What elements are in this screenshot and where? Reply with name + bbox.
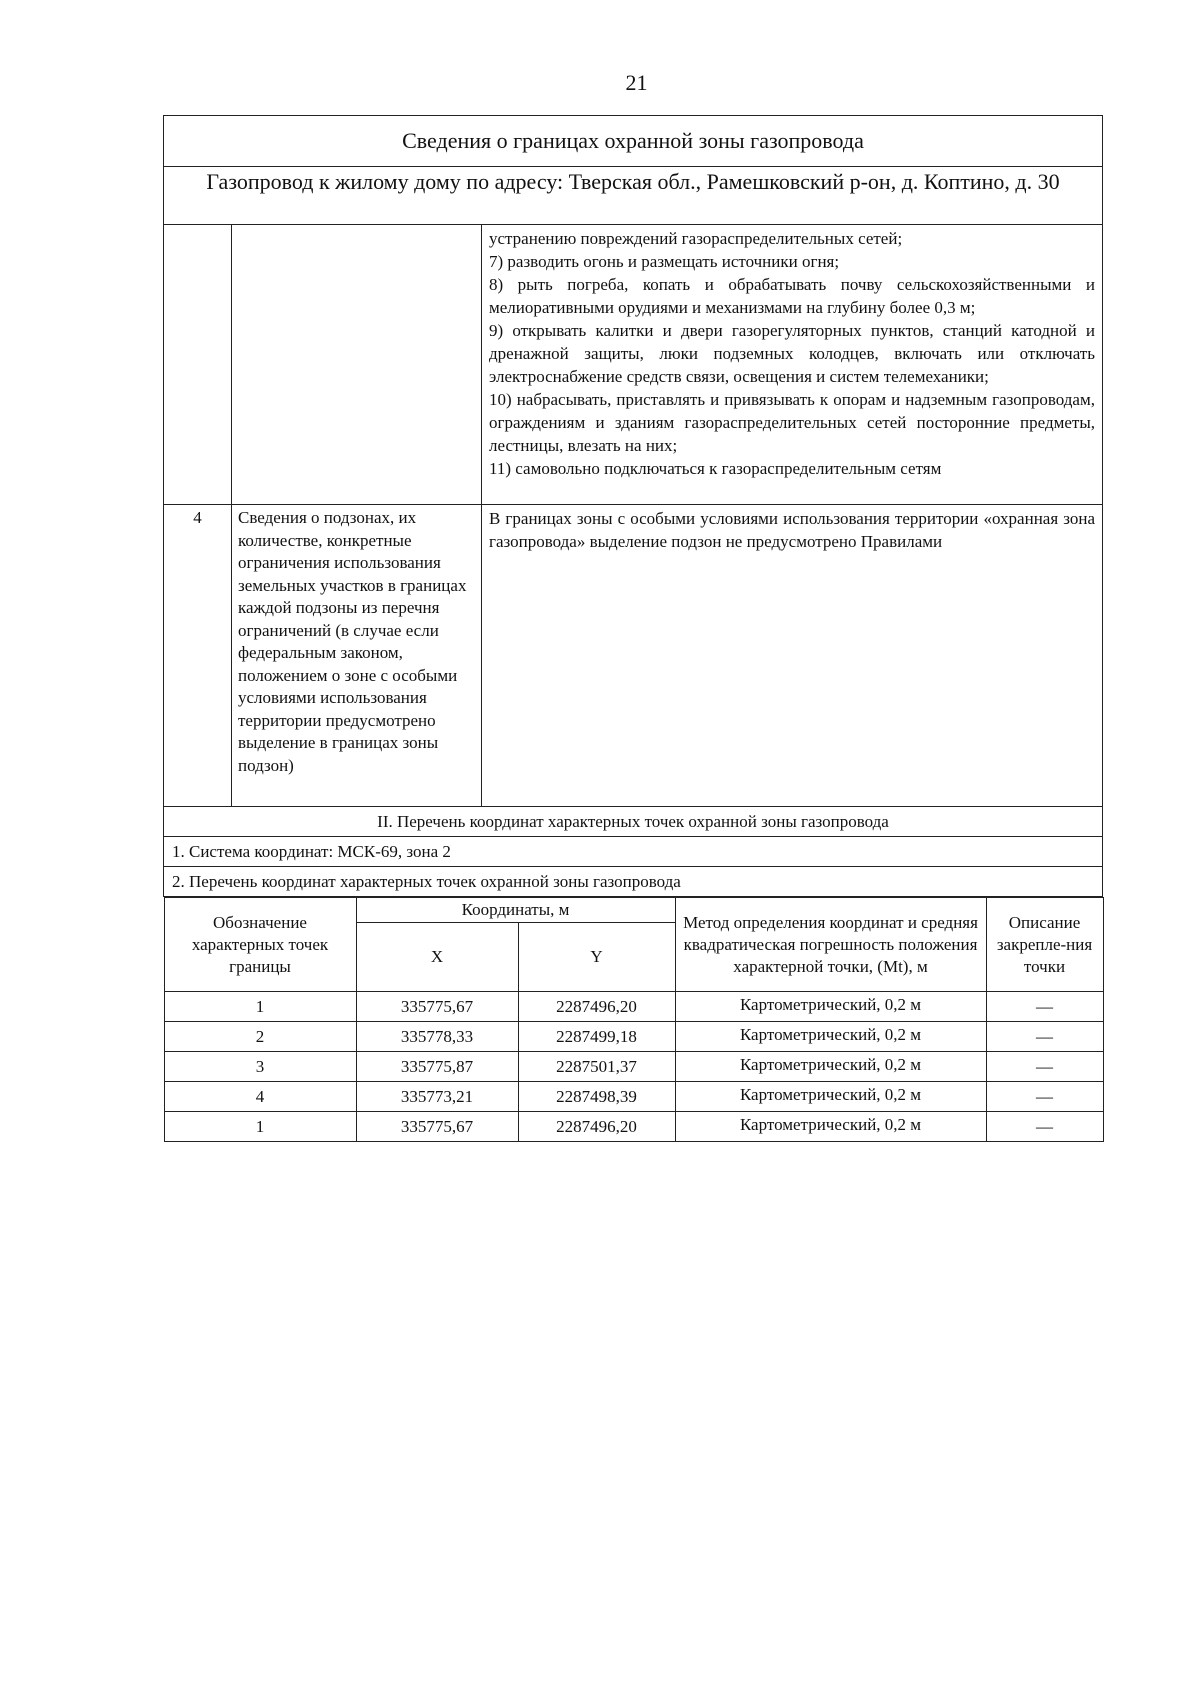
description-cell: —	[986, 1052, 1103, 1082]
y-cell: 2287496,20	[518, 992, 675, 1022]
restriction-line: 7) разводить огонь и размещать источники огня;	[489, 252, 840, 271]
x-cell: 335778,33	[356, 1022, 518, 1052]
page-number: 21	[625, 70, 648, 95]
x-cell: 335775,67	[356, 1112, 518, 1142]
header-row	[164, 116, 1103, 167]
section-ii-title: II. Перечень координат характерных точек охранной зоны газопровода	[164, 807, 1103, 837]
coord-list-title: 2. Перечень координат характерных точек охранной зоны газопровода	[164, 867, 1103, 897]
subzones-row-number: 4	[164, 505, 232, 807]
method-column-header: Метод определения координат и средняя квадратическая погрешность положения характерной точки, (Mt), м	[675, 898, 986, 992]
table-row	[164, 1112, 1103, 1142]
point-cell: 1	[164, 1112, 356, 1142]
subzones-row-text: В границах зоны с особыми условиями использования территории «охранная зона газопровода» выделение подзон не предусмотрено Правилами	[482, 505, 1103, 807]
y-cell: 2287501,37	[518, 1052, 675, 1082]
restriction-line: 8) рыть погреба, копать и обрабатывать почву сельскохозяйственными и мелиоративными орудиями и механизмами на глубину более 0,3 м;	[489, 275, 1095, 317]
coords-header-row-1	[164, 898, 1103, 923]
section-ii-row	[164, 807, 1103, 837]
coord-system-row	[164, 837, 1103, 867]
x-cell: 335775,67	[356, 992, 518, 1022]
method-cell: Картометрический, 0,2 м	[675, 1022, 986, 1052]
subzones-row	[164, 505, 1103, 807]
y-cell: 2287499,18	[518, 1022, 675, 1052]
description-column-header: Описание закрепле-ния точки	[986, 898, 1103, 992]
point-column-header: Обозначение характерных точек границы	[164, 898, 356, 992]
table-row	[164, 1052, 1103, 1082]
coord-list-title-row	[164, 867, 1103, 897]
description-cell: —	[986, 1022, 1103, 1052]
restriction-line: устранению повреждений газораспределительных сетей;	[489, 229, 903, 248]
point-cell: 1	[164, 992, 356, 1022]
method-cell: Картометрический, 0,2 м	[675, 1112, 986, 1142]
description-cell: —	[986, 992, 1103, 1022]
table-row	[164, 1082, 1103, 1112]
x-cell: 335773,21	[356, 1082, 518, 1112]
table-title: Сведения о границах охранной зоны газопровода	[164, 116, 1103, 167]
restriction-line: 11) самовольно подключаться к газораспределительным сетям	[489, 459, 942, 478]
y-column-header: Y	[518, 923, 675, 992]
continuation-row-number	[164, 225, 232, 505]
description-cell: —	[986, 1082, 1103, 1112]
continuation-row-text	[482, 225, 1103, 505]
point-cell: 4	[164, 1082, 356, 1112]
method-cell: Картометрический, 0,2 м	[675, 1052, 986, 1082]
subzones-row-label: Сведения о подзонах, их количестве, конкретные ограничения использования земельных участков в границах каждой подзоны из перечня ограничений (в случае если федеральным законом, положением о зоне с особыми условиями использования территории предусмотрено выделение в границах зоны подзон)	[232, 505, 482, 807]
coordinates-table	[164, 897, 1104, 1142]
restriction-line: 10) набрасывать, приставлять и привязывать к опорам и надземным газопроводам, ограждениям и зданиям газораспределительных сетей посторонние предметы, лестницы, влезать на них;	[489, 390, 1095, 455]
method-cell: Картометрический, 0,2 м	[675, 992, 986, 1022]
coord-system-text: 1. Система координат: МСК-69, зона 2	[164, 837, 1103, 867]
point-cell: 2	[164, 1022, 356, 1052]
continuation-row-label	[232, 225, 482, 505]
coordinates-column-header: Координаты, м	[356, 898, 675, 923]
point-cell: 3	[164, 1052, 356, 1082]
description-cell: —	[986, 1112, 1103, 1142]
table-subtitle: Газопровод к жилому дому по адресу: Тверская обл., Рамешковский р-он, д. Коптино, д. 30	[164, 167, 1103, 225]
coords-container-row	[164, 897, 1103, 1143]
x-column-header: X	[356, 923, 518, 992]
y-cell: 2287498,39	[518, 1082, 675, 1112]
restriction-line: 9) открывать калитки и двери газорегуляторных пунктов, станций катодной и дренажной защиты, люки подземных колодцев, включать или отключать электроснабжение средств связи, освещения и систем телемеханики;	[489, 321, 1095, 386]
x-cell: 335775,87	[356, 1052, 518, 1082]
continuation-row	[164, 225, 1103, 505]
table-row	[164, 1022, 1103, 1052]
y-cell: 2287496,20	[518, 1112, 675, 1142]
gas-pipeline-zone-table	[163, 115, 1103, 1142]
table-row	[164, 992, 1103, 1022]
subheader-row	[164, 167, 1103, 225]
method-cell: Картометрический, 0,2 м	[675, 1082, 986, 1112]
